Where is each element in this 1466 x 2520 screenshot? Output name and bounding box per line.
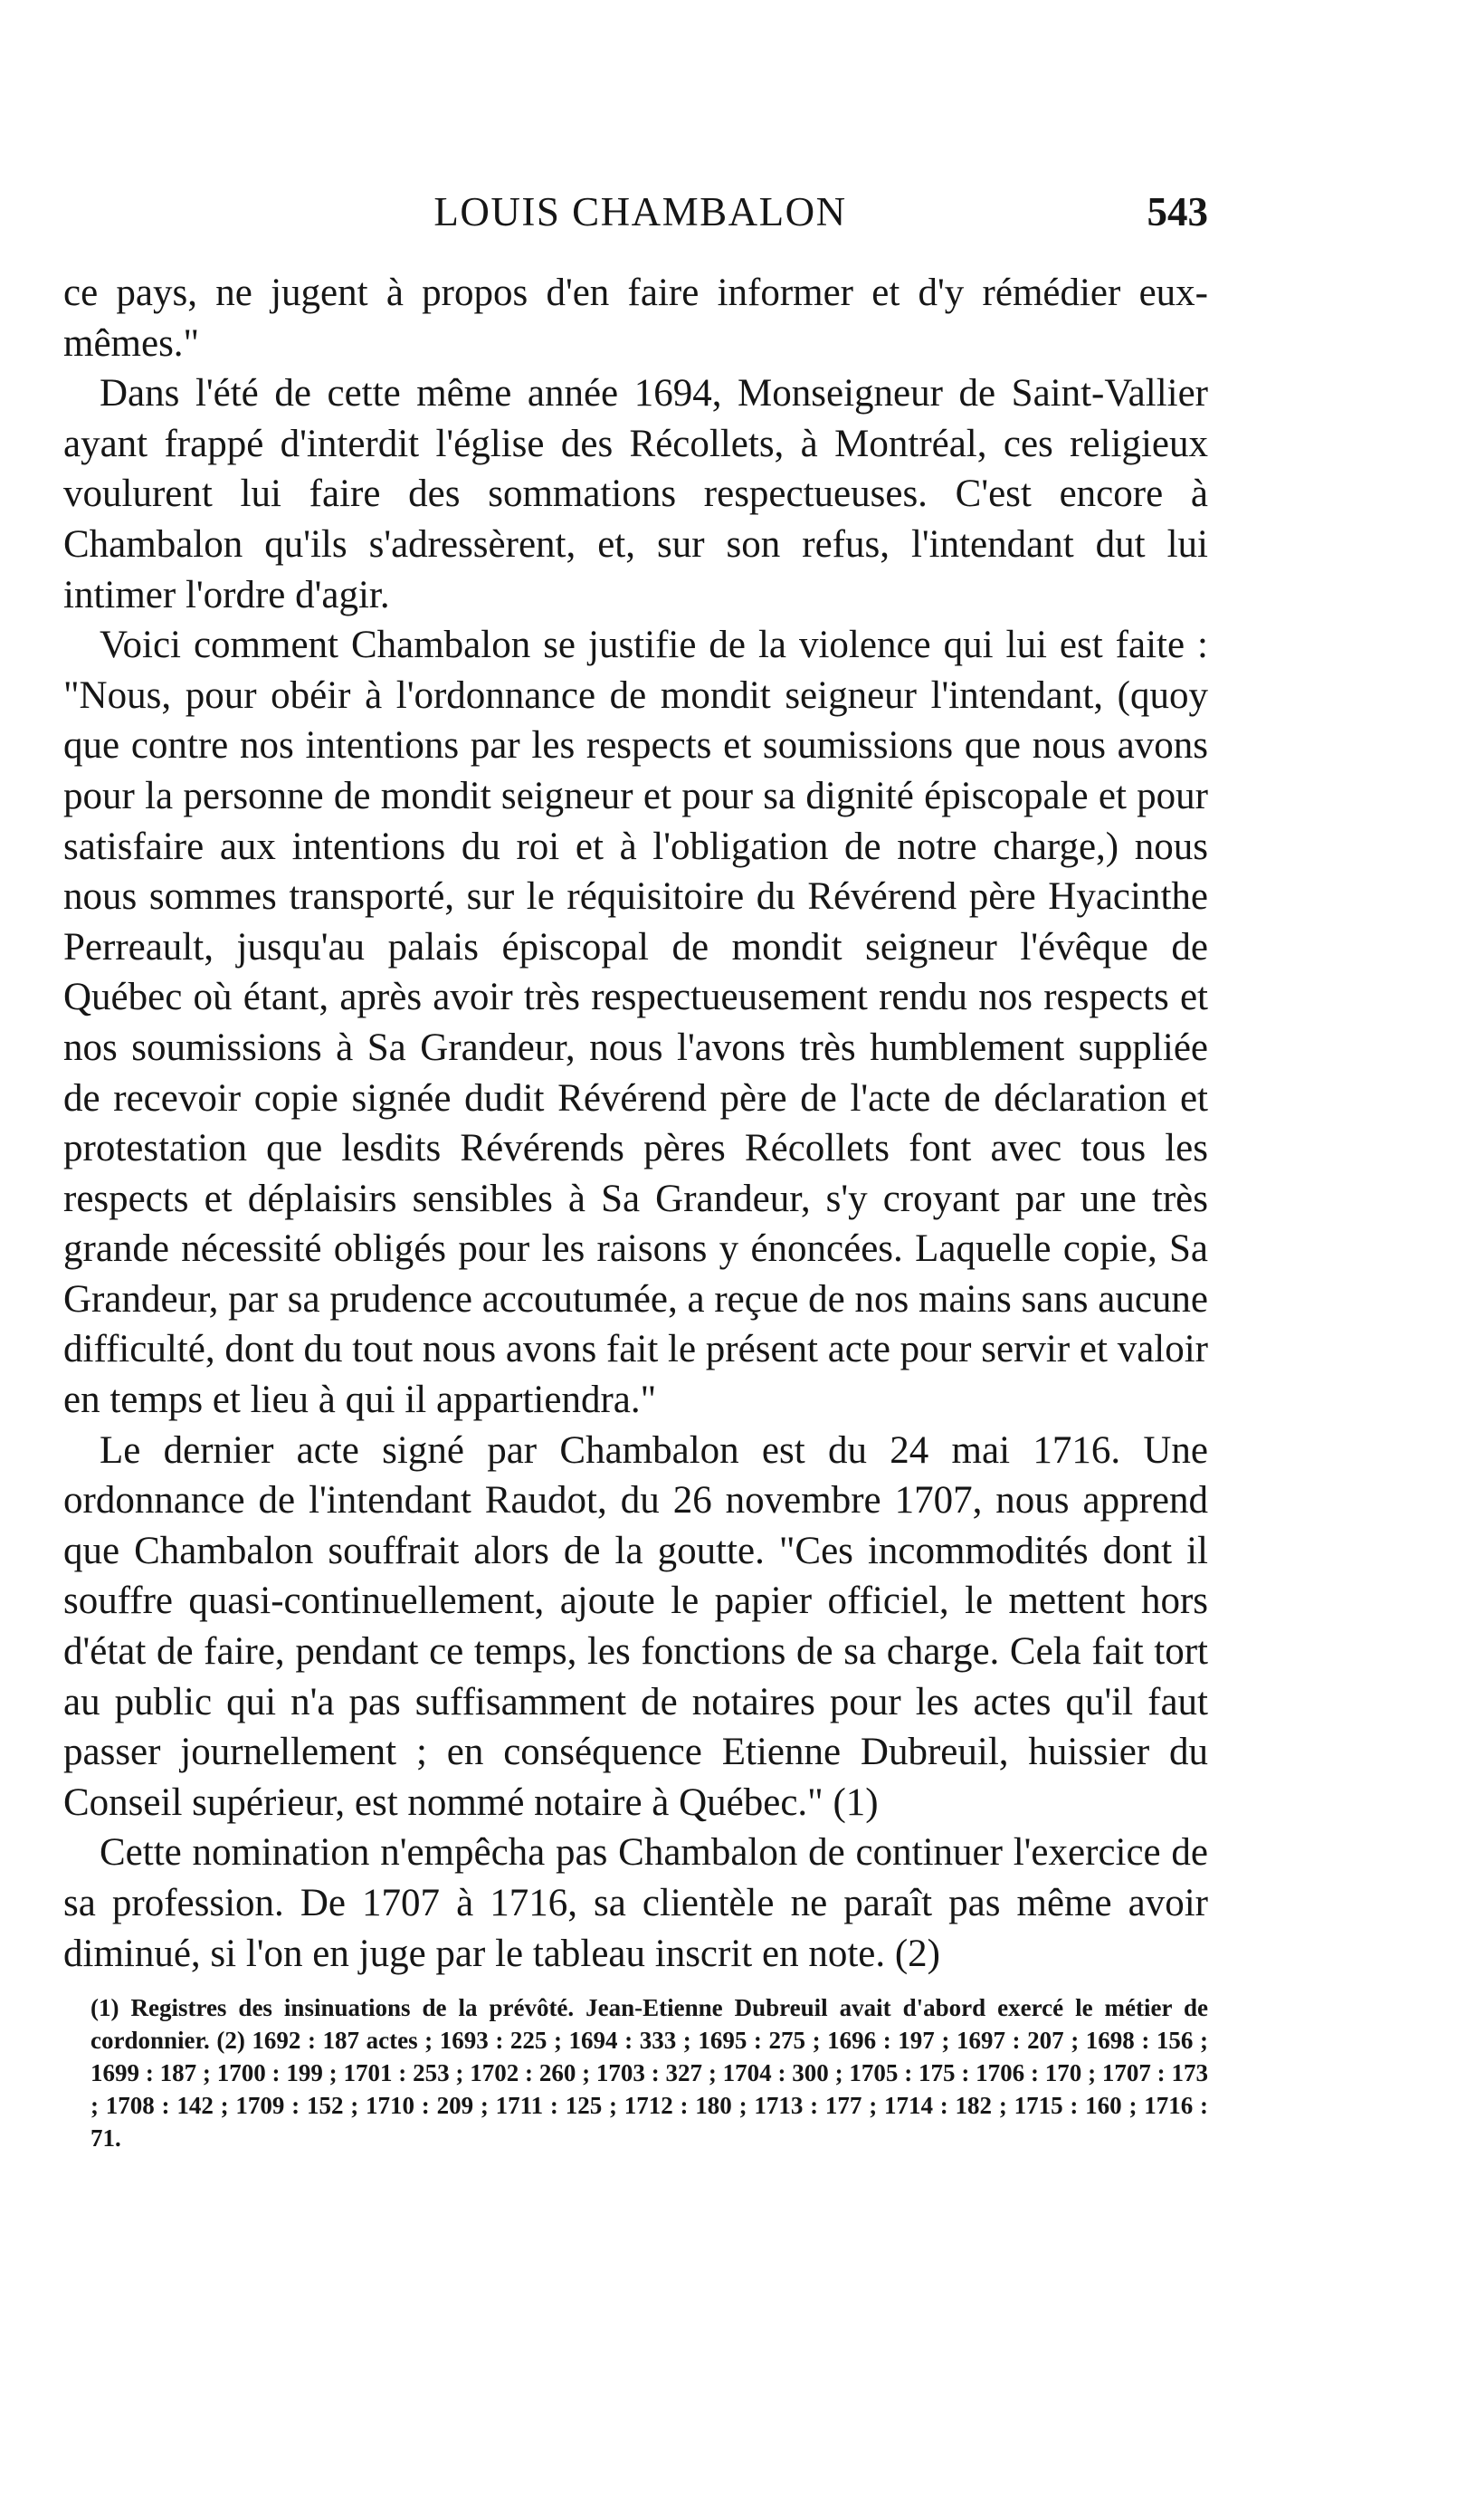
- body-text: [63, 268, 1208, 1979]
- paragraph: Cette nomination n'empêcha pas Chambalon de continuer l'exercice de sa profession. De 1707 à 1716, sa clientèle ne paraît pas même avoir diminué, si l'on en juge par le tableau inscrit en note. (2): [63, 1831, 1208, 1975]
- page-number: 543: [1147, 189, 1208, 234]
- paragraph: Voici comment Chambalon se justifie de la violence qui lui est faite : "Nous, pour obéir à l'ordonnance de mondit seigneur l'intendant, (quoy que contre nos intentions par les respects et soumissions que nous avons pour la personne de mondit seigneur et pour sa dignité épiscopale et pour satisfaire aux intentions du roi et à l'obligation de notre charge,) nous nous sommes transporté, sur le réquisitoire du Révérend père Hyacinthe Perreault, jusqu'au palais épiscopal de mondit seigneur l'évêque de Québec où étant, après avoir très respectueusement rendu nos respects et nos soumissions à Sa Grandeur, nous l'avons très humblement suppliée de recevoir copie signée dudit Révérend père de l'acte de déclaration et protestation que lesdits Révérends pères Récollets font avec tous les respects et déplaisirs sensibles à Sa Grandeur, s'y croyant par une très grande nécessité obligés pour les raisons y énoncées. Laquelle copie, Sa Grandeur, par sa prudence accoutumée, a reçue de nos mains sans aucune difficulté, dont du tout nous avons fait le présent acte pour servir et valoir en temps et lieu à qui il appartiendra.": [63, 624, 1209, 1422]
- paragraph: Dans l'été de cette même année 1694, Monseigneur de Saint-Vallier ayant frappé d'interdit l'église des Récollets, à Montréal, ces religieux voulurent lui faire des sommations respectueuses. C'est encore à Chambalon qu'ils s'adressèrent, et, sur son refus, l'intendant dut lui intimer l'ordre d'agir.: [63, 372, 1208, 616]
- footnotes: [90, 1991, 1208, 2154]
- footnote-text: (1) Registres des insinuations de la prévôté. Jean-Etienne Dubreuil avait d'abord exercé le métier de cordonnier. (2) 1692 : 187 actes ; 1693 : 225 ; 1694 : 333 ; 1695 : 275 ; 1696 : 197 ; 1697 : 207 ; 1698 : 156 ; 1699 : 187 ; 1700 : 199 ; 1701 : 253 ; 1702 : 260 ; 1703 : 327 ; 1704 : 300 ; 1705 : 175 : 1706 : 170 ; 1707 : 173 ; 1708 : 142 ; 1709 : 152 ; 1710 : 209 ; 1711 : 125 ; 1712 : 180 ; 1713 : 177 ; 1714 : 182 ; 1715 : 160 ; 1716 : 71.: [90, 1994, 1208, 2152]
- page-header: [72, 188, 1208, 243]
- running-title: LOUIS CHAMBALON: [433, 189, 847, 234]
- paragraph: ce pays, ne jugent à propos d'en faire informer et d'y rémédier eux-mêmes.": [63, 272, 1208, 365]
- paragraph: Le dernier acte signé par Chambalon est du 24 mai 1716. Une ordonnance de l'intendant Raudot, du 26 novembre 1707, nous apprend que Chambalon souffrait alors de la goutte. "Ces incommodités dont il souffre quasi-continuellement, ajoute le papier officiel, le mettent hors d'état de faire, pendant ce temps, les fonctions de sa charge. Cela fait tort au public qui n'a pas suffisamment de notaires pour les actes qu'il faut passer journellement ; en conséquence Etienne Dubreuil, huissier du Conseil supérieur, est nommé notaire à Québec." (1): [63, 1428, 1208, 1824]
